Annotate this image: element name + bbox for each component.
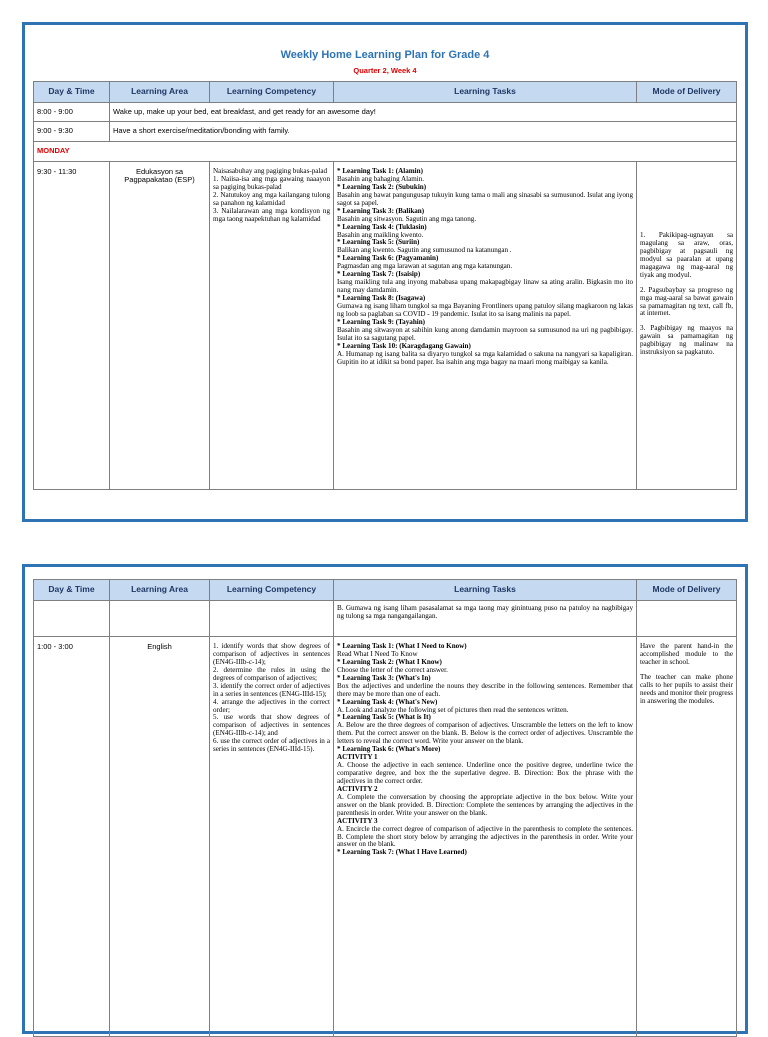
- task-label: * Learning Task 1: (What I Need to Know): [337, 642, 467, 650]
- table-row: [34, 122, 737, 142]
- esp-learning-area: Edukasyon sa Pagpapakatao (ESP): [110, 162, 210, 490]
- task-label: * Learning Task 7: (Isaisip): [337, 270, 421, 279]
- table-row-english: [34, 637, 737, 1037]
- task-text: Read What I Need To Know: [337, 649, 418, 658]
- table-row: [34, 103, 737, 122]
- task-label: * Learning Task 7: (What I Have Learned): [337, 848, 467, 857]
- esp-time: 9:30 - 11:30: [34, 162, 110, 490]
- header-learning-competency: Learning Competency: [210, 82, 334, 103]
- table-header-row: [34, 82, 737, 103]
- header-learning-competency: Learning Competency: [210, 580, 334, 601]
- activity-label: ACTIVITY 3: [337, 816, 378, 825]
- task-label: * Learning Task 10: (Karagdagang Gawain): [337, 341, 471, 350]
- delivery-item: 1. Pakikipag-ugnayan sa magulang sa araw, oras, pagbibigay at pagsauli ng modyul sa paaralan at upang magagawa ng mag-aaral ng tiyak ang modyul.: [640, 231, 733, 279]
- plan-title: Weekly Home Learning Plan for Grade 4: [280, 49, 490, 61]
- task-label: * Learning Task 5: (Suriin): [337, 238, 420, 247]
- task-text: Box the adjectives and underline the nouns they describe in the following sentences. Remember that there may be more than one of each.: [337, 681, 633, 698]
- english-time: 1:00 - 3:00: [34, 637, 110, 1037]
- task-text: Isang maikling tula ang inyong mababasa upang makapagbigay linaw sa ating aralin. Bigkasin mo ito nang may damdamin.: [337, 278, 633, 295]
- activity-label: ACTIVITY 2: [337, 784, 378, 793]
- competency-item: 2. determine the rules in using the degrees of comparison of adjectives;: [213, 665, 330, 682]
- task-label: * Learning Task 1: (Alamin): [337, 167, 423, 175]
- competency-item: 4. arrange the adjectives in the correct order;: [213, 697, 330, 714]
- task-text: Basahin ang sitwasyon at sabihin kung anong damdamin mayroon sa sumusunod na uri ng pagbibigay. Isulat ito sa sagutang papel.: [337, 325, 633, 342]
- competency-item: 2. Natutukoy ang mga kailangang tulong sa panahon ng kalamidad: [213, 190, 330, 207]
- delivery-item: The teacher can make phone calls to her pupils to assist their needs and monitor their progress in answering the modules.: [640, 672, 733, 705]
- task-label: * Learning Task 8: (Isagawa): [337, 294, 426, 302]
- competency-item: 1. identify words that show degrees of comparison of adjectives in sentences (EN4G-IIIb-c-14);: [213, 642, 330, 666]
- task-text: Balikan ang kwento. Sagutin ang sumusunod na katanungan .: [337, 246, 512, 255]
- competency-item: Naisasabuhay ang pagiging bukas-palad: [213, 167, 328, 175]
- task-label: * Learning Task 5: (What is It): [337, 713, 431, 722]
- task-label: * Learning Task 4: (What's New): [337, 697, 438, 706]
- plan-table: [33, 81, 737, 490]
- task-text: Basahin ang sitwasyon. Sagutin ang mga tanong.: [337, 214, 477, 223]
- continued-task: B. Gumawa ng isang liham pasasalamat sa mga taong may ginintuang puso na patuloy na nagbibigay ng tulong sa mga nangangailangan.: [334, 601, 637, 637]
- english-learning-area: English: [110, 637, 210, 1037]
- competency-item: 3. Nailalarawan ang mga kondisyon ng mga taong naapektuhan ng kalamidad: [213, 206, 330, 223]
- competency-item: 1. Naiisa-isa ang mga gawaing naaayon sa pagiging bukas-palad: [213, 174, 330, 191]
- task-text: Pagmasdan ang mga larawan at sagutan ang mga katanungan.: [337, 262, 513, 271]
- task-text: Basahin ang bahaging Alamin.: [337, 174, 425, 183]
- competency-item: 5. use words that show degrees of comparison of adjectives in sentences (EN4G-IIIb-c-14); and: [213, 713, 330, 738]
- english-competency: [210, 637, 334, 1037]
- header-mode-of-delivery: Mode of Delivery: [637, 580, 737, 601]
- day-row: [34, 142, 737, 162]
- task-text: A. Complete the conversation by choosing the appropriate adjective in the box below. Write your answer on the blank provided. B. Direction: Complete the sentences by arranging the adjectives in the parenthesis in order. Write your answer on the blank.: [337, 792, 633, 817]
- esp-competency: [210, 162, 334, 490]
- plan-subtitle: Quarter 2, Week 4: [353, 66, 417, 75]
- task-text: A. Encircle the correct degree of comparison of adjective in the parenthesis to complete the sentences. B. Complete the short story below by arranging the adjectives in the parenthesis in order. Write your answer on the blank.: [337, 824, 633, 849]
- header-learning-area: Learning Area: [110, 82, 210, 103]
- header-day-time: Day & Time: [34, 82, 110, 103]
- english-delivery: [637, 637, 737, 1037]
- header-mode-of-delivery: Mode of Delivery: [637, 82, 737, 103]
- delivery-item: 3. Pagbibigay ng maayos na gawain sa pamamagitan ng pagbibigay ng malinaw na instruksiyon sa pagkatuto.: [640, 324, 733, 357]
- plan-page-2: [22, 564, 748, 1034]
- task-text: Basahin ang bawat pangungusap tukuyin kung tama o mali ang sinasabi sa sumusunod. Isulat ang iyong sagot sa papel.: [337, 190, 633, 207]
- header-learning-area: Learning Area: [110, 580, 210, 601]
- table-row-esp: [34, 162, 737, 490]
- task-text: A. Choose the adjective in each sentence. Underline once the positive degree, underline twice the comparative degree, and box the the superlative degree. B. Direction: Box the phrase with the adjectives in the correct order.: [337, 761, 633, 785]
- header-learning-tasks: Learning Tasks: [334, 82, 637, 103]
- task-text: Basahin ang maikling kwento.: [337, 230, 424, 239]
- activity-label: ACTIVITY 1: [337, 753, 378, 762]
- task-text: A. Humanap ng isang balita sa diyaryo tungkol sa mga kalamidad o sakuna na nangyari sa kapaligiran. Gupitin ito at idikit sa bond paper. Isa isahin ang mga bagay na maari mong maibigay sa kanila.: [337, 349, 633, 366]
- plan-page-1: [22, 22, 748, 522]
- task-text: A. Look and analyze the following set of pictures then read the sentences written.: [337, 705, 569, 714]
- esp-tasks: [334, 162, 637, 490]
- day-label: MONDAY: [34, 142, 737, 162]
- task-label: * Learning Task 3: (Balikan): [337, 206, 425, 215]
- english-tasks: [334, 637, 637, 1037]
- task-text: A. Below are the three degrees of comparison of adjectives. Unscramble the letters on the left to know them. Put the correct answer on the blank. B. Below is the correct order of adjectives. Unscramble the letters to reveal the correct word. Write your answer on the blank.: [337, 721, 633, 746]
- row-time: 8:00 - 9:00: [34, 103, 110, 122]
- row-activity: Wake up, make up your bed, eat breakfast, and get ready for an awesome day!: [110, 103, 737, 122]
- row-time: 9:00 - 9:30: [34, 122, 110, 142]
- task-label: * Learning Task 6: (Pagyamanin): [337, 254, 439, 263]
- plan-table-continued: [33, 579, 737, 1037]
- esp-delivery: [637, 162, 737, 490]
- task-text: Choose the letter of the correct answer.: [337, 665, 448, 674]
- header-day-time: Day & Time: [34, 580, 110, 601]
- task-label: * Learning Task 2: (Subukin): [337, 182, 427, 191]
- task-label: * Learning Task 3: (What's In): [337, 673, 431, 682]
- task-label: * Learning Task 6: (What's More): [337, 745, 441, 754]
- table-header-row: [34, 580, 737, 601]
- task-label: * Learning Task 4: (Tuklasin): [337, 222, 427, 231]
- task-label: * Learning Task 9: (Tayahin): [337, 317, 426, 326]
- table-row: [34, 601, 737, 637]
- competency-item: 3. identify the correct order of adjectives in a series in sentences (EN4G-IIId-15);: [213, 681, 330, 698]
- competency-item: 6. use the correct order of adjectives in a series in sentences (EN4G-IIId-15).: [213, 737, 330, 754]
- task-label: * Learning Task 2: (What I Know): [337, 657, 442, 666]
- delivery-item: Have the parent hand-in the accomplished module to the teacher in school.: [640, 642, 733, 666]
- row-activity: Have a short exercise/meditation/bonding with family.: [110, 122, 737, 142]
- task-text: Gumawa ng isang liham tungkol sa mga Bayaning Frontliners upang patuloy silang magkaroon ng lakas ng loob sa paglaban sa COVID - 19 pandemic. Isulat ito sa isang malinis na papel.: [337, 301, 633, 318]
- header-learning-tasks: Learning Tasks: [334, 580, 637, 601]
- delivery-item: 2. Pagsubaybay sa progreso ng mga mag-aaral sa bawat gawain sa pamamagitan ng text, call fb, at internet.: [640, 285, 733, 318]
